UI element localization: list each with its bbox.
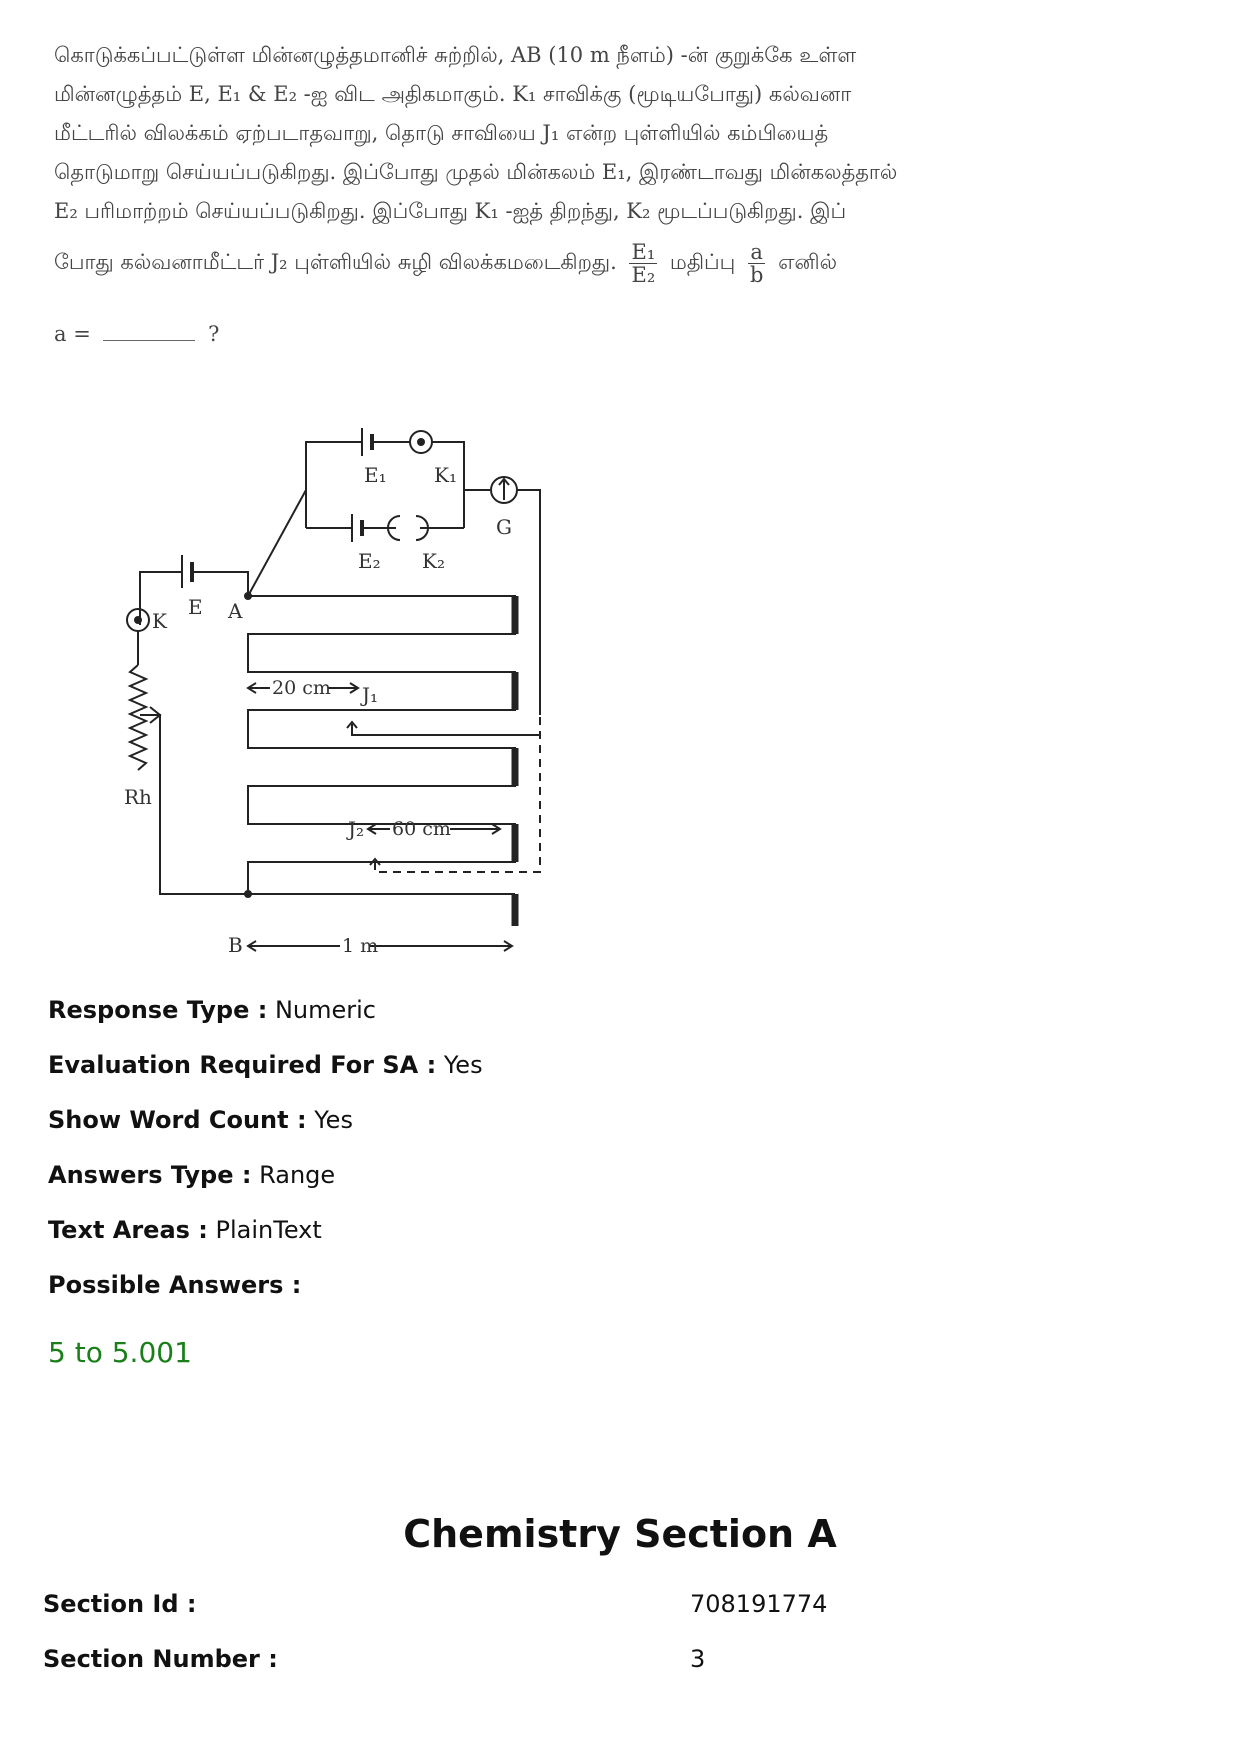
section-id-value: 708191774 xyxy=(690,1590,828,1618)
section-number-label: Section Number : xyxy=(43,1645,278,1673)
ratio-numerator: E₁ xyxy=(631,241,656,264)
ratio-denominator: E₂ xyxy=(631,263,656,286)
label-1m: 1 m xyxy=(342,935,379,957)
meta-text-areas: Text Areas : PlainText xyxy=(48,1216,322,1244)
label-k: K xyxy=(152,609,167,633)
meta-possible-answers: Possible Answers : xyxy=(48,1271,302,1299)
meta-answers-type: Answers Type : Range xyxy=(48,1161,336,1189)
question-line-5: E₂ பரிமாற்றம் செய்யப்படுகிறது. இப்போது K₁ -ஐத் திறந்து, K₂ மூடப்படுகிறது. இப் xyxy=(54,199,847,223)
potentiometer-wire xyxy=(248,596,515,894)
label-20cm: 20 cm xyxy=(272,677,331,699)
wire-e1-loop xyxy=(306,442,362,455)
label-a: A xyxy=(228,599,243,623)
label-rh: Rh xyxy=(124,785,152,809)
question-line-4: தொடுமாறு செய்யப்படுகிறது. இப்போது முதல் மின்கலம் E₁, இரண்டாவது மின்கலத்தால் xyxy=(54,160,898,184)
label-g: G xyxy=(496,515,512,539)
question-line-6-text: போது கல்வனாமீட்டர் J₂ புள்ளியில் சுழி விலக்கமடைகிறது. xyxy=(54,250,617,274)
question-line-3: மீட்டரில் விலக்கம் ஏற்படாதவாறு, தொடு சாவியை J₁ என்ற புள்ளியில் கம்பியைத் xyxy=(54,121,829,145)
a-numerator: a xyxy=(748,241,765,264)
potentiometer-circuit-diagram xyxy=(100,410,560,980)
label-k2: K₂ xyxy=(422,549,445,573)
meta-show-word-count: Show Word Count : Yes xyxy=(48,1106,353,1134)
meta-response-type: Response Type : Numeric xyxy=(48,996,376,1024)
question-line-6 xyxy=(54,241,950,286)
section-title: Chemistry Section A xyxy=(403,1512,837,1556)
label-60cm: 60 cm xyxy=(392,818,451,840)
section-id-label: Section Id : xyxy=(43,1590,197,1618)
ab-fraction xyxy=(748,241,765,286)
node-a xyxy=(244,592,252,600)
possible-answer-value: 5 to 5.001 xyxy=(48,1336,192,1369)
question-text xyxy=(54,36,950,286)
label-b: B xyxy=(228,933,243,957)
b-denominator: b xyxy=(749,263,764,286)
blank-suffix: ? xyxy=(208,322,220,346)
ratio-fraction xyxy=(629,241,657,286)
section-number-value: 3 xyxy=(690,1645,706,1673)
label-j1: J₁ xyxy=(362,683,379,707)
answer-blank-line xyxy=(54,322,219,346)
label-e: E xyxy=(188,595,203,619)
label-e1: E₁ xyxy=(364,463,387,487)
question-end-word: எனில் xyxy=(778,250,838,274)
meta-evaluation-required: Evaluation Required For SA : Yes xyxy=(48,1051,483,1079)
node-b xyxy=(244,890,252,898)
jockey-j1 xyxy=(352,724,540,735)
label-j2: J₂ xyxy=(348,817,365,841)
question-line-2: மின்னழுத்தம் E, E₁ & E₂ -ஐ விட அதிகமாகும். K₁ சாவிக்கு (மூடியபோது) கல்வனா xyxy=(54,82,852,106)
label-e2: E₂ xyxy=(358,549,381,573)
question-line-1: கொடுக்கப்பட்டுள்ள மின்னழுத்தமானிச் சுற்றில், AB (10 m நீளம்) -ன் குறுக்கே உள்ள xyxy=(54,43,857,67)
rheostat-rh xyxy=(130,665,146,770)
label-k1: K₁ xyxy=(434,463,457,487)
answer-blank xyxy=(103,322,195,341)
blank-prefix: a = xyxy=(54,322,91,346)
question-mid-word: மதிப்பு xyxy=(669,250,736,274)
